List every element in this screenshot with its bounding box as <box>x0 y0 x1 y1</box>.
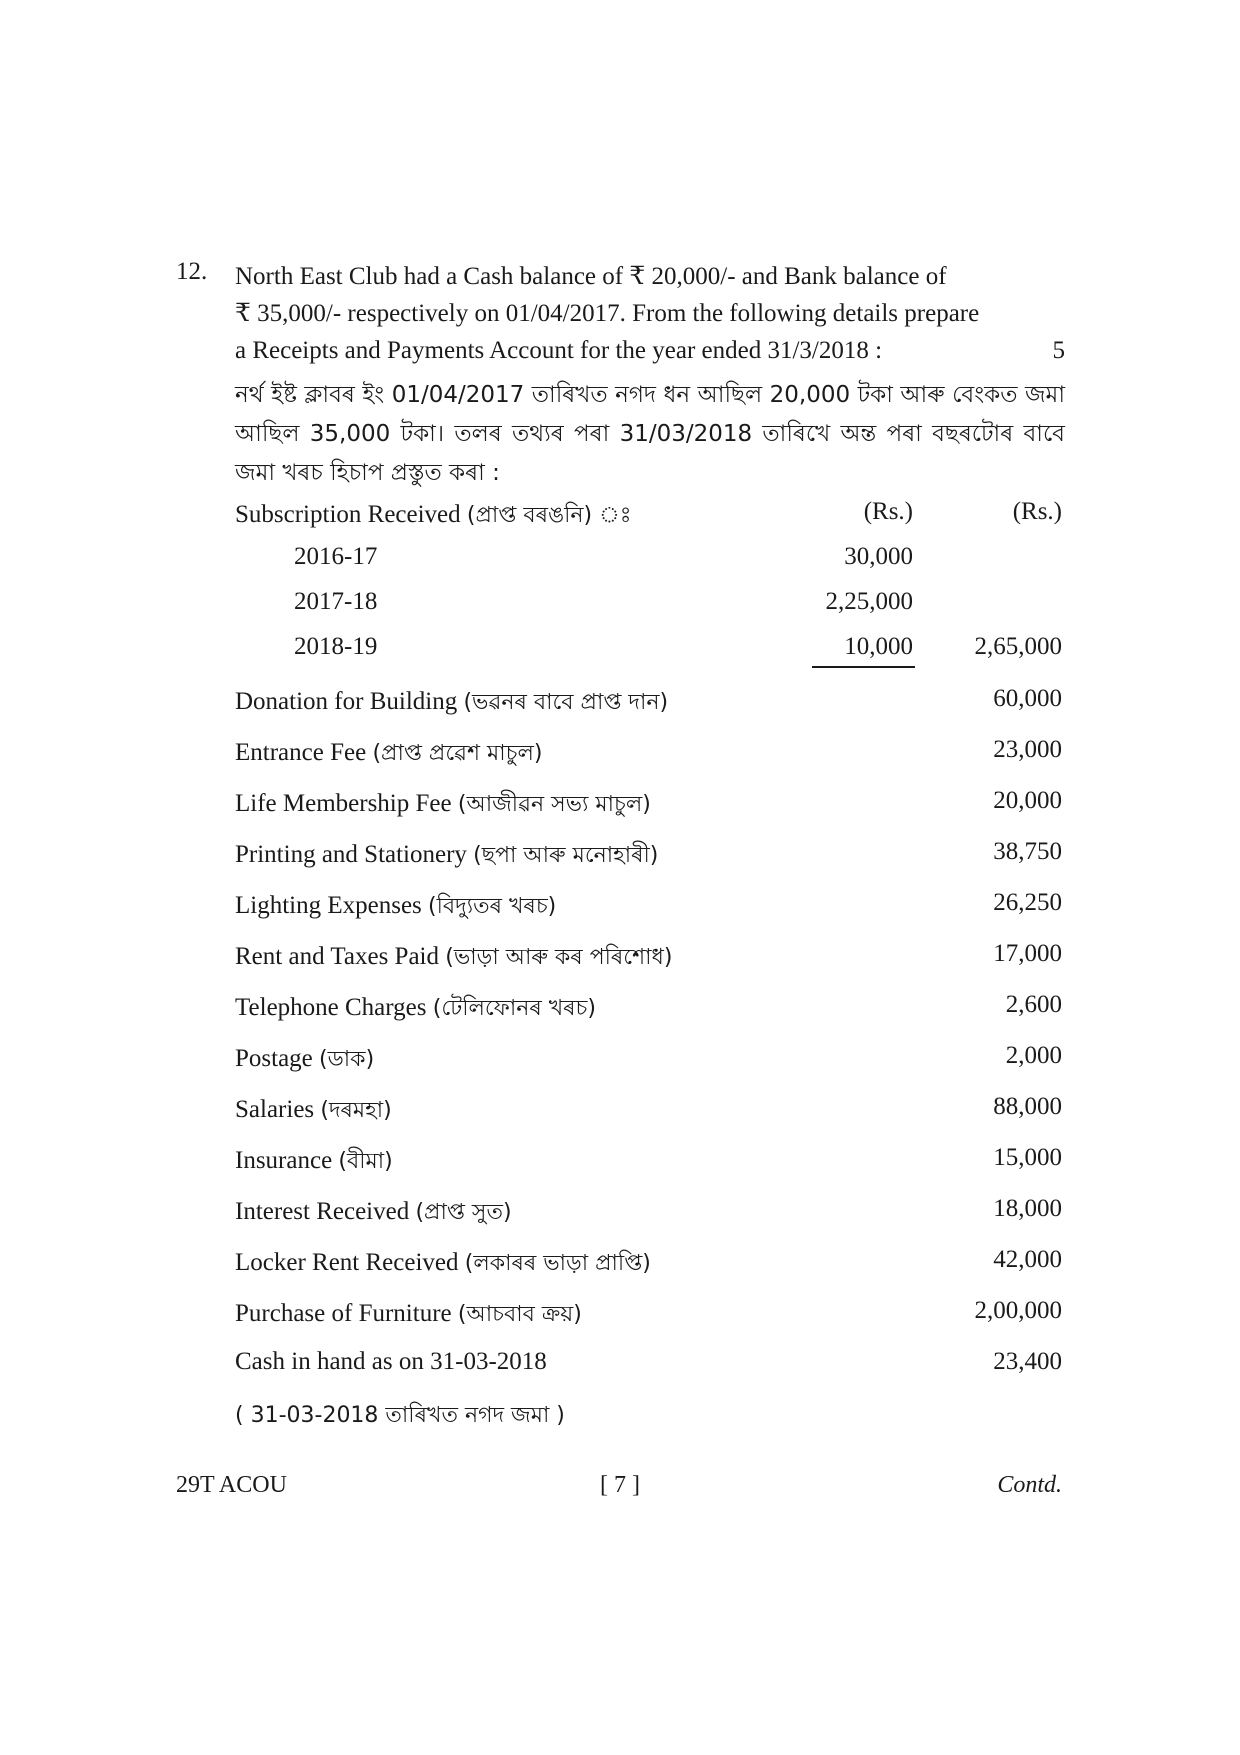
item-amount: 17,000 <box>993 940 1062 967</box>
item-label-en: Lighting Expenses <box>235 892 422 919</box>
item-label-en: Printing and Stationery <box>235 841 467 868</box>
subscription-amount: 30,000 <box>844 543 913 570</box>
item-amount: 15,000 <box>993 1144 1062 1171</box>
item-label <box>235 1195 512 1232</box>
item-label <box>235 1144 393 1181</box>
paper-code: 29T ACOU <box>176 1472 287 1498</box>
item-label <box>235 787 651 824</box>
item-amount: 88,000 <box>993 1093 1062 1120</box>
item-label-bn: (দৰমহা) <box>320 1098 392 1123</box>
item-row <box>0 1144 1240 1184</box>
subscription-amount: 10,000 <box>844 633 913 660</box>
page-number: [ 7 ] <box>600 1472 640 1498</box>
item-label-bn: (ভৱনৰ বাবে প্ৰাপ্ত দান) <box>463 690 669 715</box>
column-header-1: (Rs.) <box>863 498 913 525</box>
item-label <box>235 1246 651 1283</box>
subscription-year: 2018-19 <box>294 633 378 660</box>
question-assamese-text: নৰ্থ ইষ্ট ক্লাবৰ ইং 01/04/2017 তাৰিখত নগদ ধন আছিল 20,000 টকা আৰু বেংকত জমা আছিল 35,000 টকা। তলৰ তথ্যৰ পৰা 31/03/2018 তাৰিখে অন্ত পৰা বছৰটোৰ বাবে জমা খৰচ হিচাপ প্ৰস্তুত কৰা : <box>235 382 1065 486</box>
item-row <box>0 838 1240 878</box>
item-amount: 38,750 <box>993 838 1062 865</box>
continued-label: Contd. <box>997 1472 1062 1498</box>
item-label <box>235 991 596 1028</box>
item-row <box>0 889 1240 929</box>
subscription-row <box>0 633 1240 673</box>
item-label-en: Purchase of Furniture <box>235 1300 452 1327</box>
item-label-en: Locker Rent Received <box>235 1249 459 1276</box>
item-label-en: Donation for Building <box>235 688 458 715</box>
cash-note-row <box>0 1398 1240 1438</box>
item-amount: 42,000 <box>993 1246 1062 1273</box>
item-amount: 23,000 <box>993 736 1062 763</box>
question-english-text <box>235 258 1065 369</box>
item-label-bn: (প্ৰাপ্ত সুত) <box>415 1200 512 1225</box>
item-label-bn: (বিদ্যুতৰ খৰচ) <box>428 894 557 919</box>
item-label-en: Postage <box>235 1045 313 1072</box>
item-label-bn: (বীমা) <box>338 1149 393 1174</box>
subscription-label-en: Subscription Received <box>235 501 461 528</box>
item-amount: 60,000 <box>993 685 1062 712</box>
question-line-3 <box>235 332 1065 369</box>
item-amount: 18,000 <box>993 1195 1062 1222</box>
subscription-year: 2017-18 <box>294 588 378 615</box>
item-label-bn: (ছপা আৰু মনোহাৰী) <box>473 843 659 868</box>
item-label-en: Cash in hand as on 31-03-2018 <box>235 1348 547 1375</box>
item-label-bn: (ভাড়া আৰু কৰ পৰিশোধ) <box>445 945 673 970</box>
item-label-en: Telephone Charges <box>235 994 427 1021</box>
item-label <box>235 1297 582 1334</box>
item-amount: 26,250 <box>993 889 1062 916</box>
item-label <box>235 1042 374 1079</box>
item-row <box>0 1042 1240 1082</box>
subscription-amount: 2,25,000 <box>825 588 913 615</box>
item-label-en: Life Membership Fee <box>235 790 452 817</box>
subscription-header-row <box>0 498 1240 538</box>
item-amount: 2,600 <box>1005 991 1062 1018</box>
question-line-3-text: a Receipts and Payments Account for the year ended 31/3/2018 : <box>235 337 883 364</box>
item-amount: 20,000 <box>993 787 1062 814</box>
subscription-row <box>0 543 1240 583</box>
item-label-en: Insurance <box>235 1147 333 1174</box>
item-label <box>235 940 672 977</box>
item-row <box>0 1348 1240 1388</box>
item-row <box>0 685 1240 725</box>
item-row <box>0 1195 1240 1235</box>
item-amount: 2,000 <box>1005 1042 1062 1069</box>
subtotal-underline <box>812 666 915 668</box>
item-row <box>0 940 1240 980</box>
item-label-en: Interest Received <box>235 1198 410 1225</box>
question-line-1: North East Club had a Cash balance of ₹ 20,000/- and Bank balance of <box>235 263 947 290</box>
subscription-total: 2,65,000 <box>974 633 1062 660</box>
item-label <box>235 838 658 875</box>
item-label-bn: (টেলিফোনৰ খৰচ) <box>432 996 597 1021</box>
subscription-year: 2016-17 <box>294 543 378 570</box>
item-label-en: Rent and Taxes Paid <box>235 943 440 970</box>
item-amount: 23,400 <box>993 1348 1062 1375</box>
question-number: 12. <box>176 258 208 285</box>
item-label <box>235 1093 392 1130</box>
question-line-2: ₹ 35,000/- respectively on 01/04/2017. From the following details prepare <box>235 300 980 327</box>
item-label-bn: (আচবাব ক্ৰয়) <box>457 1302 582 1327</box>
item-row <box>0 991 1240 1031</box>
item-label-bn: (আজীৱন সভ্য মাচুল) <box>457 792 651 817</box>
item-label-bn: (প্ৰাপ্ত প্ৰৱেশ মাচুল) <box>372 741 543 766</box>
item-label <box>235 685 668 722</box>
item-amount: 2,00,000 <box>974 1297 1062 1324</box>
subscription-row <box>0 588 1240 628</box>
item-label-en: Salaries <box>235 1096 315 1123</box>
column-header-2: (Rs.) <box>1012 498 1062 525</box>
subscription-label <box>235 498 631 535</box>
item-row <box>0 736 1240 776</box>
item-label <box>235 1348 547 1376</box>
item-label <box>235 889 556 926</box>
item-row <box>0 1246 1240 1286</box>
item-row <box>0 787 1240 827</box>
item-row <box>0 1093 1240 1133</box>
item-label-bn: (লকাৰৰ ভাড়া প্ৰাপ্তি) <box>464 1251 651 1276</box>
item-label-en: Entrance Fee <box>235 739 367 766</box>
question-marks: 5 <box>1052 337 1065 364</box>
item-label-bn: (ডাক) <box>319 1047 375 1072</box>
item-row <box>0 1297 1240 1337</box>
item-label <box>235 736 543 773</box>
cash-note-bn: ( 31-03-2018 তাৰিখত নগদ জমা ) <box>235 1403 565 1428</box>
subscription-label-bn: (প্ৰাপ্ত বৰঙনি) ঃ <box>466 503 632 528</box>
